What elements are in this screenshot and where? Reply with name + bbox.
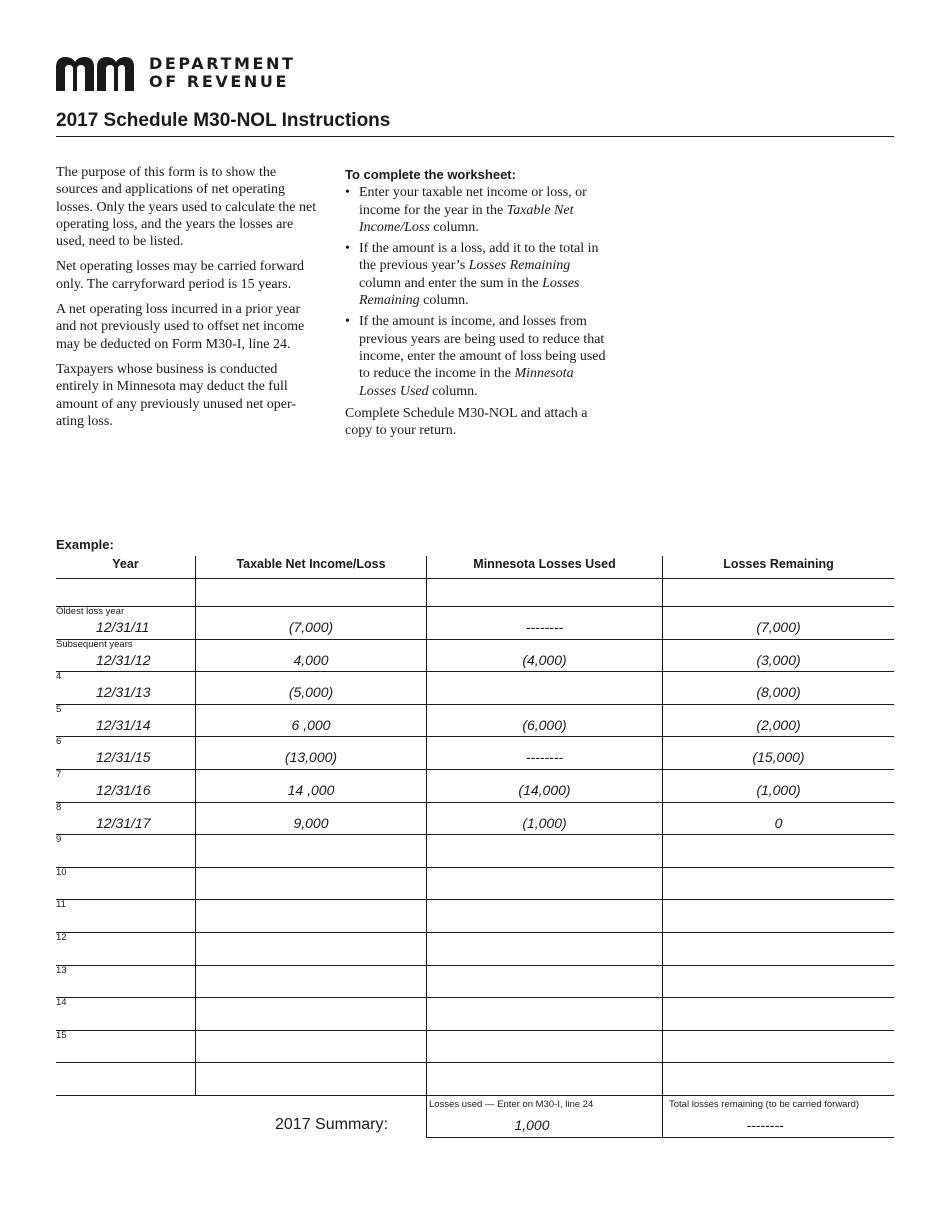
losses-remaining-cell[interactable]: (3,000)	[756, 651, 801, 668]
table-row	[56, 704, 894, 736]
table-row	[56, 899, 894, 931]
table-row	[56, 997, 894, 1029]
table-row	[56, 932, 894, 964]
table-row	[56, 606, 894, 638]
year-cell[interactable]: 12/31/12	[96, 651, 151, 668]
row-line-label: 8	[56, 801, 62, 813]
year-cell[interactable]: 12/31/13	[96, 684, 151, 701]
table-row	[56, 965, 894, 997]
title-divider	[56, 136, 894, 137]
losses-used-cell[interactable]: (14,000)	[518, 782, 571, 798]
intro-left-column	[56, 164, 321, 438]
worksheet-closing: Complete Schedule M30-NOL and attach a copy to your return.	[345, 405, 588, 439]
worksheet-step-3: • If the amount is income, and losses from previous years are being used to reduce that income, enter the amount of loss being used to reduce the income in the Minnesota Losses Used column.	[345, 314, 606, 399]
year-cell[interactable]: 12/31/17	[96, 814, 151, 831]
row-divider	[56, 1062, 894, 1063]
worksheet-step-1: • Enter your taxable net income or loss, or income for the year in the Taxable Net Income/Loss column.	[345, 185, 587, 235]
row-line-label: 7	[56, 769, 62, 780]
losses-used-field[interactable]: 1,000	[514, 1117, 550, 1133]
summary-divider	[56, 1095, 894, 1096]
intro-paragraph-2: Net operating losses may be carried forward only. The carryforward period is 15 years.	[56, 259, 305, 292]
row-divider	[56, 578, 894, 579]
row-line-label: Oldest loss year	[56, 606, 125, 617]
year-cell[interactable]: 12/31/16	[96, 782, 151, 798]
row-line-label: Subsequent years	[56, 638, 133, 650]
mn-logo	[56, 56, 134, 92]
losses-used-cell[interactable]: --------	[525, 749, 564, 766]
income-cell[interactable]: (7,000)	[288, 619, 334, 635]
col-header-income: Taxable Net Income/Loss	[236, 557, 386, 571]
row-line-label: 14	[56, 997, 67, 1009]
year-cell[interactable]: 12/31/14	[96, 716, 151, 733]
income-cell[interactable]: 9,000	[293, 814, 329, 831]
table-row	[56, 639, 894, 671]
losses-remaining-caption: Total losses remaining (to be carried forward)	[669, 1099, 860, 1110]
year-cell[interactable]: 12/31/15	[96, 749, 151, 766]
table-row	[56, 867, 894, 899]
summary-label: 2017 Summary:	[275, 1116, 388, 1133]
dept-line-2: OF REVENUE	[149, 72, 289, 91]
dept-line-1: DEPARTMENT	[149, 54, 296, 73]
row-line-label: 9	[56, 834, 62, 846]
losses-remaining-cell[interactable]: (15,000)	[752, 749, 805, 766]
col-header-year: Year	[112, 557, 139, 571]
losses-remaining-cell[interactable]: 0	[774, 814, 783, 831]
bullet-icon: •	[345, 314, 350, 330]
income-cell[interactable]: 14 ,000	[287, 782, 335, 798]
losses-used-caption: Losses used — Enter on M30-I, line 24	[429, 1099, 594, 1110]
row-line-label: 15	[56, 1029, 67, 1041]
losses-remaining-cell[interactable]: (7,000)	[756, 619, 801, 635]
row-line-label: 10	[56, 866, 67, 878]
intro-paragraph-1: The purpose of this form is to show the sources and applications of net operating losses. Only the years used to calculate the net operating loss, and the years the losses are used, need to be listed.	[56, 165, 317, 250]
row-line-label: 4	[56, 671, 62, 683]
row-line-label: 11	[56, 899, 66, 911]
row-line-label: 13	[56, 964, 67, 976]
worksheet-instructions	[345, 166, 610, 439]
row-line-label: 12	[56, 932, 67, 943]
income-cell[interactable]: 6 ,000	[291, 716, 331, 733]
summary-bottom-rule	[426, 1137, 894, 1138]
table-row	[56, 802, 894, 834]
mn-logo-icon	[56, 57, 134, 91]
row-line-label: 5	[56, 703, 62, 715]
table-row	[56, 834, 894, 866]
bullet-icon: •	[345, 185, 350, 201]
income-cell[interactable]: (13,000)	[284, 749, 338, 766]
losses-used-cell[interactable]: (1,000)	[522, 814, 567, 831]
bullet-icon: •	[345, 241, 350, 257]
row-line-label: 6	[56, 736, 62, 748]
page-title: 2017 Schedule M30-NOL Instructions	[56, 110, 391, 131]
table-row	[56, 769, 894, 801]
table-row	[56, 1030, 894, 1062]
worksheet-heading: To complete the worksheet:	[345, 167, 516, 182]
table-row	[56, 671, 894, 703]
losses-remaining-cell[interactable]: (2,000)	[756, 716, 801, 733]
worksheet-step-2: • If the amount is a loss, add it to the total in the previous year’s Losses Remaining column and enter the sum in the Losses Remaining column.	[345, 241, 599, 309]
table-row	[56, 736, 894, 768]
losses-remaining-field[interactable]: --------	[746, 1117, 784, 1133]
losses-used-cell[interactable]: (4,000)	[522, 651, 567, 668]
department-name	[149, 55, 296, 91]
income-cell[interactable]: 4,000	[293, 651, 329, 668]
losses-remaining-cell[interactable]: (1,000)	[756, 782, 801, 798]
losses-used-cell[interactable]: (6,000)	[522, 716, 567, 733]
col-header-used: Minnesota Losses Used	[473, 557, 616, 571]
losses-remaining-cell[interactable]: (8,000)	[756, 684, 801, 701]
worksheet-steps	[345, 184, 610, 400]
intro-paragraph-4: Taxpayers whose business is conducted entirely in Minnesota may deduct the full amount of any previously unused net oper-ating loss.	[56, 361, 296, 429]
intro-paragraph-3: A net operating loss incurred in a prior year and not previously used to offset net income may be deducted on Form M30-I, line 24.	[56, 302, 305, 352]
col-header-remaining: Losses Remaining	[723, 557, 834, 571]
example-label: Example:	[56, 537, 114, 552]
year-cell[interactable]: 12/31/11	[96, 619, 150, 635]
losses-used-cell[interactable]: --------	[525, 619, 564, 635]
income-cell[interactable]: (5,000)	[288, 684, 334, 701]
